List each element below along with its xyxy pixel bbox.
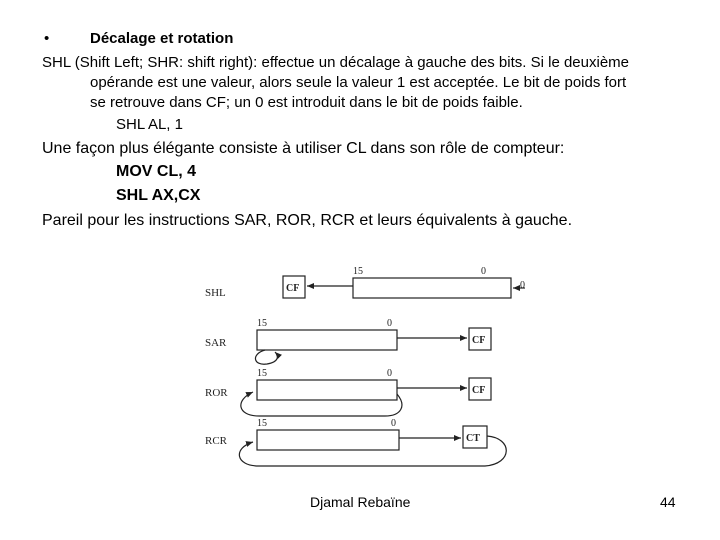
- rcr-row: [205, 418, 506, 466]
- heading-bullet: •: [44, 30, 50, 47]
- same-paragraph: Pareil pour les instructions SAR, ROR, RCR et leurs équivalents à gauche.: [42, 212, 573, 229]
- footer-author: Djamal Rebaïne: [310, 494, 411, 510]
- ror-row: [205, 368, 491, 416]
- rcr-label: RCR: [205, 435, 228, 447]
- shl-label: SHL: [205, 287, 226, 299]
- code-mov-cl: MOV CL, 4: [116, 163, 197, 180]
- rcr-cf-label: CT: [466, 433, 480, 444]
- shl-cf-label: CF: [286, 283, 300, 294]
- shl-description: [42, 53, 682, 113]
- shl-description-line-1: SHL (Shift Left; SHR: shift right): effectue un décalage à gauche des bits. Si le deuxième: [42, 54, 629, 71]
- shl-register: [353, 278, 511, 298]
- ror-register: [257, 380, 397, 400]
- rcr-lsb: 0: [391, 418, 396, 429]
- sar-row: [205, 318, 491, 364]
- sar-label: SAR: [205, 337, 227, 349]
- section-heading: Décalage et rotation: [90, 30, 234, 47]
- code-shl-ax: SHL AX,CX: [116, 187, 201, 204]
- shl-msb: 15: [353, 266, 363, 277]
- ror-label: ROR: [205, 387, 228, 399]
- ror-lsb: 0: [387, 368, 392, 379]
- rcr-msb: 15: [257, 418, 267, 429]
- ror-msb: 15: [257, 368, 267, 379]
- shl-fill-bit: 0: [520, 280, 525, 291]
- shl-lsb: 0: [481, 266, 486, 277]
- shl-description-line-3: se retrouve dans CF; un 0 est introduit dans le bit de poids faible.: [90, 94, 523, 111]
- shl-description-line-2: opérande est une valeur, alors seule la valeur 1 est acceptée. Le bit de poids fort: [90, 74, 627, 91]
- shift-rotate-diagram: [195, 258, 525, 473]
- code-shl-al: SHL AL, 1: [116, 116, 183, 133]
- elegant-paragraph: Une façon plus élégante consiste à utiliser CL dans son rôle de compteur:: [42, 140, 565, 157]
- page-number: 44: [660, 494, 676, 510]
- ror-cf-label: CF: [472, 385, 486, 396]
- shl-row: [205, 266, 525, 299]
- rcr-register: [257, 430, 399, 450]
- sar-msb: 15: [257, 318, 267, 329]
- sar-sign-loop: [255, 350, 277, 364]
- sar-lsb: 0: [387, 318, 392, 329]
- sar-register: [257, 330, 397, 350]
- sar-cf-label: CF: [472, 335, 486, 346]
